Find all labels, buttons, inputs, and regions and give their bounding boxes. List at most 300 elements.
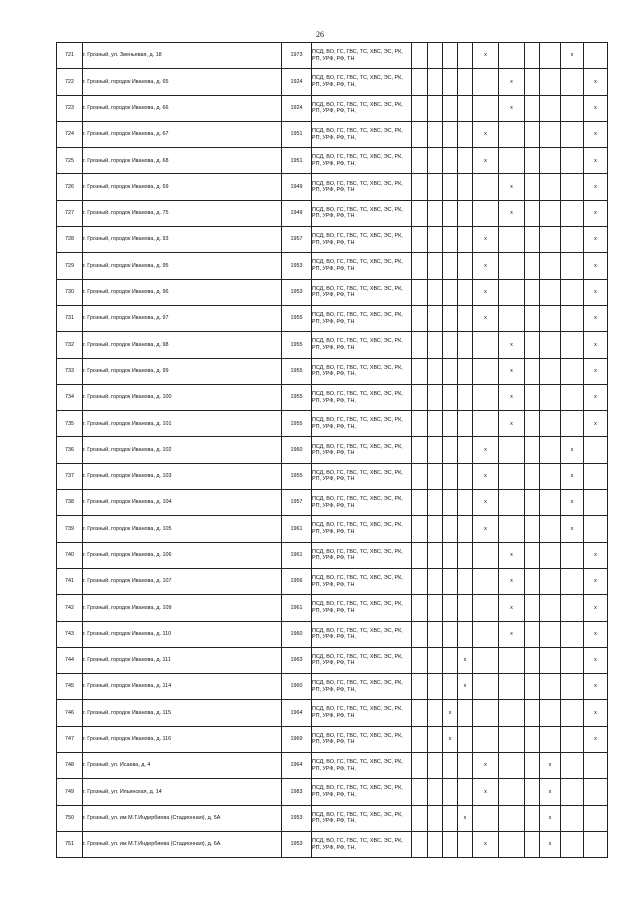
row-year: 1949 <box>282 200 312 226</box>
row-mark-cell: x <box>540 779 561 805</box>
row-mark-cell: x <box>584 700 608 726</box>
row-mark-cell: x <box>584 674 608 700</box>
row-mark-cell <box>584 490 608 516</box>
row-year: 1963 <box>282 647 312 673</box>
row-year: 1955 <box>282 411 312 437</box>
row-mark-cell <box>525 95 540 121</box>
row-mark-cell <box>561 148 584 174</box>
row-mark-cell <box>458 621 473 647</box>
row-mark-cell <box>584 753 608 779</box>
row-mark-cell <box>525 516 540 542</box>
row-number: 734 <box>57 384 83 410</box>
row-mark-cell <box>499 227 525 253</box>
row-mark-cell: x <box>473 490 499 516</box>
row-mark-cell <box>412 148 428 174</box>
row-number: 742 <box>57 595 83 621</box>
row-mark-cell <box>443 253 458 279</box>
table-row <box>57 305 608 331</box>
row-mark-cell: x <box>473 753 499 779</box>
row-address: г. Грозный, городок Иванова, д. 68 <box>83 148 282 174</box>
row-mark-cell <box>499 463 525 489</box>
row-works-list: ПСД, ВО, ГС, ГВС, ТС, ХВС, ЭС, РК, РП, УРФ, РФ, ТН <box>312 700 412 726</box>
row-address: г. Грозный, городок Иванова, д. 115 <box>83 700 282 726</box>
row-mark-cell <box>525 490 540 516</box>
row-mark-cell <box>561 621 584 647</box>
row-mark-cell <box>540 463 561 489</box>
table-row <box>57 568 608 594</box>
row-mark-cell <box>458 542 473 568</box>
row-mark-cell <box>499 726 525 752</box>
row-mark-cell <box>525 148 540 174</box>
table-row <box>57 43 608 69</box>
row-year: 1961 <box>282 516 312 542</box>
row-address: г. Грозный, городок Иванова, д. 95 <box>83 253 282 279</box>
row-mark-cell <box>428 805 443 831</box>
row-mark-cell <box>540 200 561 226</box>
row-mark-cell: x <box>584 332 608 358</box>
row-number: 746 <box>57 700 83 726</box>
row-mark-cell <box>540 647 561 673</box>
row-number: 735 <box>57 411 83 437</box>
row-mark-cell: x <box>473 148 499 174</box>
row-mark-cell: x <box>561 463 584 489</box>
row-mark-cell <box>443 174 458 200</box>
row-mark-cell <box>499 490 525 516</box>
row-works-list: ПСД, ВО, ГС, ГВС, ТС, ХВС, ЭС, РК, РП, УРФ, РФ, ТН <box>312 595 412 621</box>
row-mark-cell <box>584 805 608 831</box>
row-mark-cell <box>561 779 584 805</box>
row-works-list: ПСД, ВО, ГС, ГВС, ТС, ХВС, ЭС, РК, РП, УРФ, РФ, ТН, <box>312 753 412 779</box>
row-mark-cell: x <box>499 542 525 568</box>
row-address: г. Грозный, ул. Исаева, д. 4 <box>83 753 282 779</box>
row-address: г. Грозный, городок Иванова, д. 97 <box>83 305 282 331</box>
row-mark-cell <box>412 200 428 226</box>
row-mark-cell <box>499 700 525 726</box>
row-mark-cell <box>458 253 473 279</box>
row-mark-cell: x <box>499 595 525 621</box>
row-address: г. Грозный, городок Иванова, д. 103 <box>83 463 282 489</box>
row-mark-cell <box>525 568 540 594</box>
row-mark-cell: x <box>473 121 499 147</box>
row-number: 749 <box>57 779 83 805</box>
row-year: 1955 <box>282 305 312 331</box>
row-mark-cell <box>458 384 473 410</box>
row-number: 723 <box>57 95 83 121</box>
row-mark-cell <box>428 542 443 568</box>
table-row <box>57 621 608 647</box>
row-mark-cell <box>428 69 443 95</box>
row-mark-cell <box>540 279 561 305</box>
row-mark-cell <box>412 726 428 752</box>
row-year: 1955 <box>282 358 312 384</box>
row-mark-cell <box>561 305 584 331</box>
row-mark-cell <box>428 516 443 542</box>
row-number: 730 <box>57 279 83 305</box>
row-mark-cell <box>443 384 458 410</box>
row-address: г. Грозный, ул. Ипьинская, д. 14 <box>83 779 282 805</box>
row-works-list: ПСД, ВО, ГС, ГВС, ТС, ХВС, ЭС, РК, РП, УРФ, РФ, ТН <box>312 490 412 516</box>
row-works-list: ПСД, ВО, ГС, ГВС, ТС, ХВС, ЭС, РК, РП, УРФ, РФ, ТН, <box>312 121 412 147</box>
row-year: 1955 <box>282 463 312 489</box>
row-mark-cell <box>561 384 584 410</box>
row-year: 1960 <box>282 674 312 700</box>
row-mark-cell <box>443 227 458 253</box>
row-year: 1957 <box>282 490 312 516</box>
row-mark-cell <box>525 831 540 857</box>
row-address: г. Грозный, городок Иванова, д. 102 <box>83 437 282 463</box>
row-mark-cell <box>499 253 525 279</box>
row-works-list: ПСД, ВО, ГС, ГВС, ТС, ХВС, ЭС, РК, РП, УРФ, РФ, ТН <box>312 647 412 673</box>
row-address: г. Грозный, ул. Звеньевая, д. 18 <box>83 43 282 69</box>
row-works-list: ПСД, ВО, ГС, ГВС, ТС, ХВС, ЭС, РК, РП, УРФ, РФ, ТН <box>312 516 412 542</box>
row-year: 1964 <box>282 753 312 779</box>
table-row <box>57 490 608 516</box>
row-mark-cell <box>443 490 458 516</box>
row-mark-cell <box>561 332 584 358</box>
row-number: 741 <box>57 568 83 594</box>
row-address: г. Грозный, городок Иванова, д. 111 <box>83 647 282 673</box>
row-mark-cell <box>473 411 499 437</box>
row-mark-cell: x <box>473 437 499 463</box>
row-mark-cell <box>443 121 458 147</box>
row-mark-cell <box>561 95 584 121</box>
row-number: 724 <box>57 121 83 147</box>
table-row <box>57 174 608 200</box>
table-row <box>57 674 608 700</box>
row-mark-cell <box>525 121 540 147</box>
row-mark-cell <box>458 595 473 621</box>
row-mark-cell <box>443 69 458 95</box>
row-mark-cell <box>443 516 458 542</box>
row-mark-cell <box>561 227 584 253</box>
row-number: 722 <box>57 69 83 95</box>
row-mark-cell <box>540 121 561 147</box>
row-year: 1953 <box>282 253 312 279</box>
row-mark-cell <box>412 831 428 857</box>
row-mark-cell <box>561 358 584 384</box>
row-mark-cell <box>540 621 561 647</box>
row-mark-cell <box>499 437 525 463</box>
row-mark-cell <box>458 779 473 805</box>
row-mark-cell <box>428 200 443 226</box>
row-mark-cell <box>473 332 499 358</box>
row-works-list: ПСД, ВО, ГС, ГВС, ТС, ХВС, ЭС, РК, РП, УРФ, РФ, ТН <box>312 568 412 594</box>
table-row <box>57 200 608 226</box>
table-row <box>57 411 608 437</box>
row-mark-cell: x <box>561 490 584 516</box>
row-mark-cell <box>525 805 540 831</box>
table-row <box>57 726 608 752</box>
row-address: г. Грозный, городок Иванова, д. 99 <box>83 358 282 384</box>
row-number: 725 <box>57 148 83 174</box>
row-number: 737 <box>57 463 83 489</box>
row-mark-cell <box>561 831 584 857</box>
table-row <box>57 805 608 831</box>
row-address: г. Грозный, городок Иванова, д. 75 <box>83 200 282 226</box>
table-row <box>57 279 608 305</box>
row-number: 747 <box>57 726 83 752</box>
row-mark-cell <box>428 384 443 410</box>
row-mark-cell: x <box>473 463 499 489</box>
row-mark-cell <box>443 595 458 621</box>
row-year: 1953 <box>282 279 312 305</box>
row-number: 748 <box>57 753 83 779</box>
row-mark-cell: x <box>499 621 525 647</box>
row-year: 1955 <box>282 384 312 410</box>
row-mark-cell <box>412 568 428 594</box>
row-mark-cell <box>540 595 561 621</box>
row-number: 738 <box>57 490 83 516</box>
row-mark-cell <box>473 95 499 121</box>
row-mark-cell <box>584 779 608 805</box>
row-mark-cell: x <box>561 516 584 542</box>
row-mark-cell <box>540 568 561 594</box>
row-mark-cell <box>525 647 540 673</box>
row-year: 1949 <box>282 174 312 200</box>
row-works-list: ПСД, ВО, ГС, ГВС, ТС, ХВС, ЭС, РК, РП, УРФ, РФ, ТН <box>312 279 412 305</box>
row-works-list: ПСД, ВО, ГС, ГВС, ТС, ХВС, ЭС, РК, РП, УРФ, РФ, ТН, <box>312 95 412 121</box>
row-mark-cell <box>412 332 428 358</box>
row-address: г. Грозный, городок Иванова, д. 100 <box>83 384 282 410</box>
row-mark-cell <box>561 700 584 726</box>
row-mark-cell <box>412 542 428 568</box>
row-mark-cell: x <box>584 568 608 594</box>
row-mark-cell <box>412 700 428 726</box>
row-mark-cell: x <box>584 95 608 121</box>
row-mark-cell: x <box>584 227 608 253</box>
table-row <box>57 463 608 489</box>
row-mark-cell: x <box>499 384 525 410</box>
row-mark-cell <box>443 779 458 805</box>
row-mark-cell <box>443 568 458 594</box>
row-mark-cell <box>525 384 540 410</box>
row-mark-cell <box>443 621 458 647</box>
row-number: 732 <box>57 332 83 358</box>
row-mark-cell <box>473 621 499 647</box>
row-mark-cell <box>473 674 499 700</box>
row-mark-cell <box>443 279 458 305</box>
row-works-list: ПСД, ВО, ГС, ГВС, ТС, ХВС, ЭС, РК, РП, УРФ, РФ, ТН, <box>312 621 412 647</box>
row-mark-cell <box>561 542 584 568</box>
row-mark-cell <box>428 647 443 673</box>
row-mark-cell: x <box>499 95 525 121</box>
row-mark-cell <box>428 753 443 779</box>
row-mark-cell <box>525 621 540 647</box>
row-mark-cell <box>412 490 428 516</box>
row-year: 1961 <box>282 542 312 568</box>
row-mark-cell: x <box>473 227 499 253</box>
row-mark-cell <box>540 148 561 174</box>
table-row <box>57 753 608 779</box>
row-number: 721 <box>57 43 83 69</box>
row-mark-cell <box>473 384 499 410</box>
row-mark-cell <box>443 332 458 358</box>
row-address: г. Грозный, городок Иванова, д. 109 <box>83 595 282 621</box>
table-row <box>57 779 608 805</box>
row-mark-cell <box>473 174 499 200</box>
row-mark-cell <box>525 200 540 226</box>
row-mark-cell: x <box>584 69 608 95</box>
row-mark-cell <box>473 647 499 673</box>
row-mark-cell: x <box>584 621 608 647</box>
row-mark-cell <box>428 332 443 358</box>
row-mark-cell <box>540 384 561 410</box>
row-mark-cell <box>499 279 525 305</box>
row-mark-cell: x <box>473 516 499 542</box>
row-mark-cell <box>584 437 608 463</box>
row-mark-cell <box>412 437 428 463</box>
row-works-list: ПСД, ВО, ГС, ГВС, ТС, ХВС, ЭС, РК, РП, УРФ, РФ, ТН, <box>312 831 412 857</box>
table-row <box>57 516 608 542</box>
row-mark-cell: x <box>584 726 608 752</box>
row-mark-cell <box>428 253 443 279</box>
row-number: 740 <box>57 542 83 568</box>
row-mark-cell <box>443 805 458 831</box>
row-mark-cell: x <box>473 253 499 279</box>
row-mark-cell: x <box>584 305 608 331</box>
row-address: г. Грозный, городок Иванова, д. 114 <box>83 674 282 700</box>
row-mark-cell <box>428 831 443 857</box>
row-mark-cell <box>499 831 525 857</box>
row-year: 1973 <box>282 43 312 69</box>
row-works-list: ПСД, ВО, ГС, ГВС, ТС, ХВС, ЭС, РК, РП, УРФ, РФ, ТН, <box>312 358 412 384</box>
row-mark-cell: x <box>443 726 458 752</box>
row-year: 1955 <box>282 332 312 358</box>
row-address: г. Грозный, городок Иванова, д. 105 <box>83 516 282 542</box>
table-row <box>57 831 608 857</box>
row-mark-cell <box>412 753 428 779</box>
row-mark-cell <box>428 621 443 647</box>
row-mark-cell <box>561 411 584 437</box>
row-mark-cell <box>443 95 458 121</box>
row-mark-cell <box>473 805 499 831</box>
row-mark-cell <box>584 831 608 857</box>
table-row <box>57 384 608 410</box>
row-mark-cell <box>540 411 561 437</box>
row-mark-cell <box>458 43 473 69</box>
table-row <box>57 700 608 726</box>
table-row <box>57 595 608 621</box>
row-mark-cell <box>540 674 561 700</box>
row-works-list: ПСД, ВО, ГС, ГВС, ТС, ХВС, ЭС, РК, РП, УРФ, РФ, ТН <box>312 227 412 253</box>
row-mark-cell <box>561 674 584 700</box>
row-mark-cell <box>443 200 458 226</box>
row-mark-cell <box>412 174 428 200</box>
row-works-list: ПСД, ВО, ГС, ГВС, ТС, ХВС, ЭС, РК, РП, УРФ, РФ, ТН <box>312 43 412 69</box>
table-body <box>57 43 608 858</box>
row-mark-cell <box>443 753 458 779</box>
row-mark-cell <box>525 305 540 331</box>
row-mark-cell: x <box>443 700 458 726</box>
row-year: 1983 <box>282 779 312 805</box>
row-address: г. Грозный, ул. им М.Т.Индербиева (Стадионная), д. 6А <box>83 831 282 857</box>
row-works-list: ПСД, ВО, ГС, ГВС, ТС, ХВС, ЭС, РК, РП, УРФ, РФ, ТН <box>312 332 412 358</box>
table-row <box>57 253 608 279</box>
row-mark-cell <box>428 779 443 805</box>
row-address: г. Грозный, городок Иванова, д. 101 <box>83 411 282 437</box>
row-works-list: ПСД, ВО, ГС, ГВС, ТС, ХВС, ЭС, РК, РП, УРФ, РФ, ТН <box>312 200 412 226</box>
row-mark-cell: x <box>499 69 525 95</box>
row-year: 1969 <box>282 726 312 752</box>
row-mark-cell <box>525 595 540 621</box>
row-address: г. Грозный, городок Иванова, д. 106 <box>83 542 282 568</box>
row-number: 743 <box>57 621 83 647</box>
row-address: г. Грозный, городок Иванова, д. 65 <box>83 69 282 95</box>
row-mark-cell <box>525 753 540 779</box>
row-mark-cell: x <box>584 411 608 437</box>
row-mark-cell <box>428 358 443 384</box>
row-number: 751 <box>57 831 83 857</box>
row-address: г. Грозный, ул. им М.Т.Индербиева (Стадионная), д. 5А <box>83 805 282 831</box>
row-mark-cell <box>525 69 540 95</box>
row-mark-cell <box>443 148 458 174</box>
row-number: 750 <box>57 805 83 831</box>
row-works-list: ПСД, ВО, ГС, ГВС, ТС, ХВС, ЭС, РК, РП, УРФ, РФ, ТН, <box>312 779 412 805</box>
row-mark-cell <box>561 174 584 200</box>
row-mark-cell: x <box>584 200 608 226</box>
row-mark-cell <box>458 200 473 226</box>
row-mark-cell <box>525 542 540 568</box>
row-mark-cell <box>412 279 428 305</box>
row-mark-cell <box>499 305 525 331</box>
row-number: 736 <box>57 437 83 463</box>
row-mark-cell <box>473 69 499 95</box>
row-address: г. Грозный, городок Иванова, д. 66 <box>83 95 282 121</box>
row-mark-cell <box>443 358 458 384</box>
row-mark-cell <box>458 174 473 200</box>
row-works-list: ПСД, ВО, ГС, ГВС, ТС, ХВС, ЭС, РК, РП, УРФ, РФ, ТН <box>312 463 412 489</box>
row-works-list: ПСД, ВО, ГС, ГВС, ТС, ХВС, ЭС, РК, РП, УРФ, РФ, ТН, <box>312 148 412 174</box>
row-mark-cell <box>540 726 561 752</box>
row-mark-cell <box>458 753 473 779</box>
row-mark-cell: x <box>540 831 561 857</box>
row-mark-cell <box>499 647 525 673</box>
row-mark-cell <box>428 411 443 437</box>
row-year: 1964 <box>282 700 312 726</box>
row-mark-cell <box>458 568 473 594</box>
row-mark-cell <box>412 647 428 673</box>
row-mark-cell: x <box>584 174 608 200</box>
row-mark-cell <box>428 227 443 253</box>
row-mark-cell <box>525 279 540 305</box>
row-mark-cell: x <box>584 253 608 279</box>
row-mark-cell <box>525 700 540 726</box>
row-mark-cell <box>561 726 584 752</box>
row-mark-cell <box>540 437 561 463</box>
row-mark-cell <box>428 568 443 594</box>
row-mark-cell <box>412 227 428 253</box>
row-works-list: ПСД, ВО, ГС, ГВС, ТС, ХВС, ЭС, РК, РП, УРФ, РФ, ТН <box>312 305 412 331</box>
row-mark-cell: x <box>473 279 499 305</box>
row-mark-cell <box>540 69 561 95</box>
row-number: 745 <box>57 674 83 700</box>
row-mark-cell: x <box>458 805 473 831</box>
row-mark-cell <box>458 305 473 331</box>
row-works-list: ПСД, ВО, ГС, ГВС, ТС, ХВС, ЭС, РК, РП, УРФ, РФ, ТН <box>312 726 412 752</box>
row-mark-cell <box>525 332 540 358</box>
row-mark-cell <box>443 43 458 69</box>
row-mark-cell <box>561 121 584 147</box>
row-mark-cell <box>561 753 584 779</box>
row-mark-cell <box>540 43 561 69</box>
row-year: 1951 <box>282 148 312 174</box>
row-mark-cell <box>584 43 608 69</box>
row-mark-cell <box>458 69 473 95</box>
row-mark-cell <box>561 253 584 279</box>
page-number: 26 <box>316 30 324 39</box>
row-address: г. Грозный, городок Иванова, д. 96 <box>83 279 282 305</box>
row-mark-cell: x <box>584 542 608 568</box>
